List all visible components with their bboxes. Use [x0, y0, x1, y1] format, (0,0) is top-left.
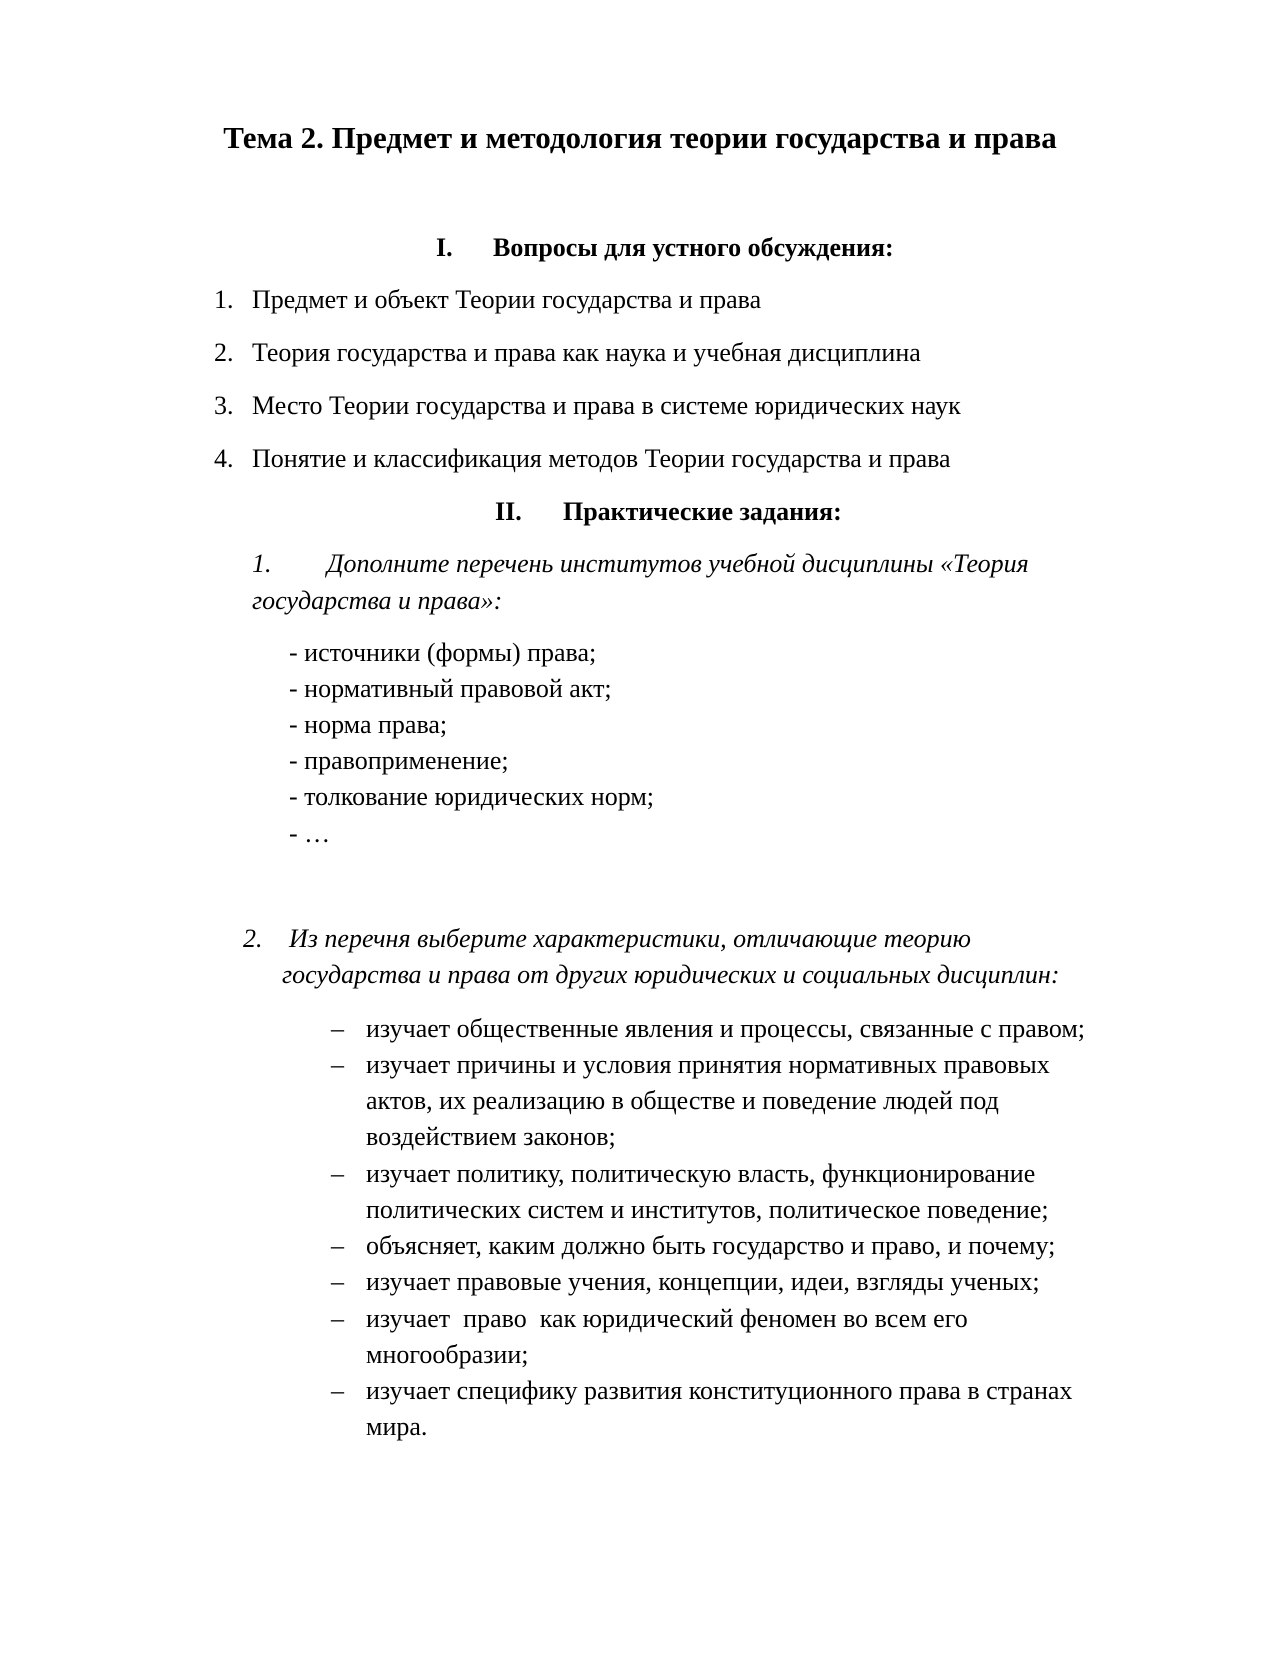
section-2-numeral: II.: [495, 497, 522, 526]
task-1-item: - норма права;: [289, 710, 448, 739]
task-1-item: - толкование юридических норм;: [289, 782, 654, 811]
task-2-item-line: изучает политику, политическую власть, функционирование: [366, 1159, 1036, 1188]
question-1-text: Предмет и объект Теории государства и права: [252, 285, 762, 314]
task-2-text-line-1: Из перечня выберите характеристики, отличающие теорию: [289, 924, 972, 953]
section-1-heading: Вопросы для устного обсуждения:: [493, 233, 894, 262]
task-2-item-line: воздействием законов;: [366, 1122, 616, 1151]
task-2-text-line-2: государства и права от других юридических и социальных дисциплин:: [282, 960, 1060, 989]
task-1-item: - нормативный правовой акт;: [289, 674, 612, 703]
task-2-item-line: мира.: [366, 1412, 428, 1441]
page-title: Тема 2. Предмет и методология теории государства и права: [223, 120, 1057, 155]
task-2-item-line: изучает общественные явления и процессы, связанные с правом;: [366, 1014, 1086, 1043]
task-1-item: - …: [289, 819, 331, 848]
bullet-dash: –: [331, 1267, 344, 1296]
bullet-dash: –: [331, 1014, 344, 1043]
question-4-text: Понятие и классификация методов Теории государства и права: [252, 444, 951, 473]
task-2-item-line: объясняет, каким должно быть государство и право, и почему;: [366, 1231, 1056, 1260]
bullet-dash: –: [331, 1159, 344, 1188]
question-2-number: 2.: [214, 338, 234, 367]
question-1-number: 1.: [214, 285, 234, 314]
question-2-text: Теория государства и права как наука и учебная дисциплина: [252, 338, 921, 367]
task-2-item-line: изучает право как юридический феномен во всем его: [366, 1304, 968, 1333]
task-2-number: 2.: [243, 924, 263, 953]
task-2-item-line: изучает причины и условия принятия нормативных правовых: [366, 1050, 1050, 1079]
question-3-text: Место Теории государства и права в системе юридических наук: [252, 391, 961, 420]
question-4-number: 4.: [214, 444, 234, 473]
bullet-dash: –: [331, 1231, 344, 1260]
task-2-item-line: политических систем и институтов, политическое поведение;: [366, 1195, 1049, 1224]
task-2-item-line: многообразии;: [366, 1340, 529, 1369]
task-1-text-line-1: Дополните перечень институтов учебной дисциплины «Теория: [327, 549, 1029, 578]
task-2-item-line: изучает правовые учения, концепции, идеи, взгляды ученых;: [366, 1267, 1040, 1296]
task-1-text-line-2: государства и права»:: [252, 586, 503, 615]
section-2-heading: Практические задания:: [563, 497, 842, 526]
bullet-dash: –: [331, 1376, 344, 1405]
task-1-number: 1.: [252, 549, 272, 578]
task-2-item-line: актов, их реализацию в обществе и поведение людей под: [366, 1086, 999, 1115]
task-1-item: - источники (формы) права;: [289, 638, 597, 667]
bullet-dash: –: [331, 1050, 344, 1079]
task-2-item-line: изучает специфику развития конституционного права в странах: [366, 1376, 1073, 1405]
task-1-item: - правоприменение;: [289, 746, 509, 775]
bullet-dash: –: [331, 1304, 344, 1333]
section-1-numeral: I.: [436, 233, 453, 262]
question-3-number: 3.: [214, 391, 234, 420]
